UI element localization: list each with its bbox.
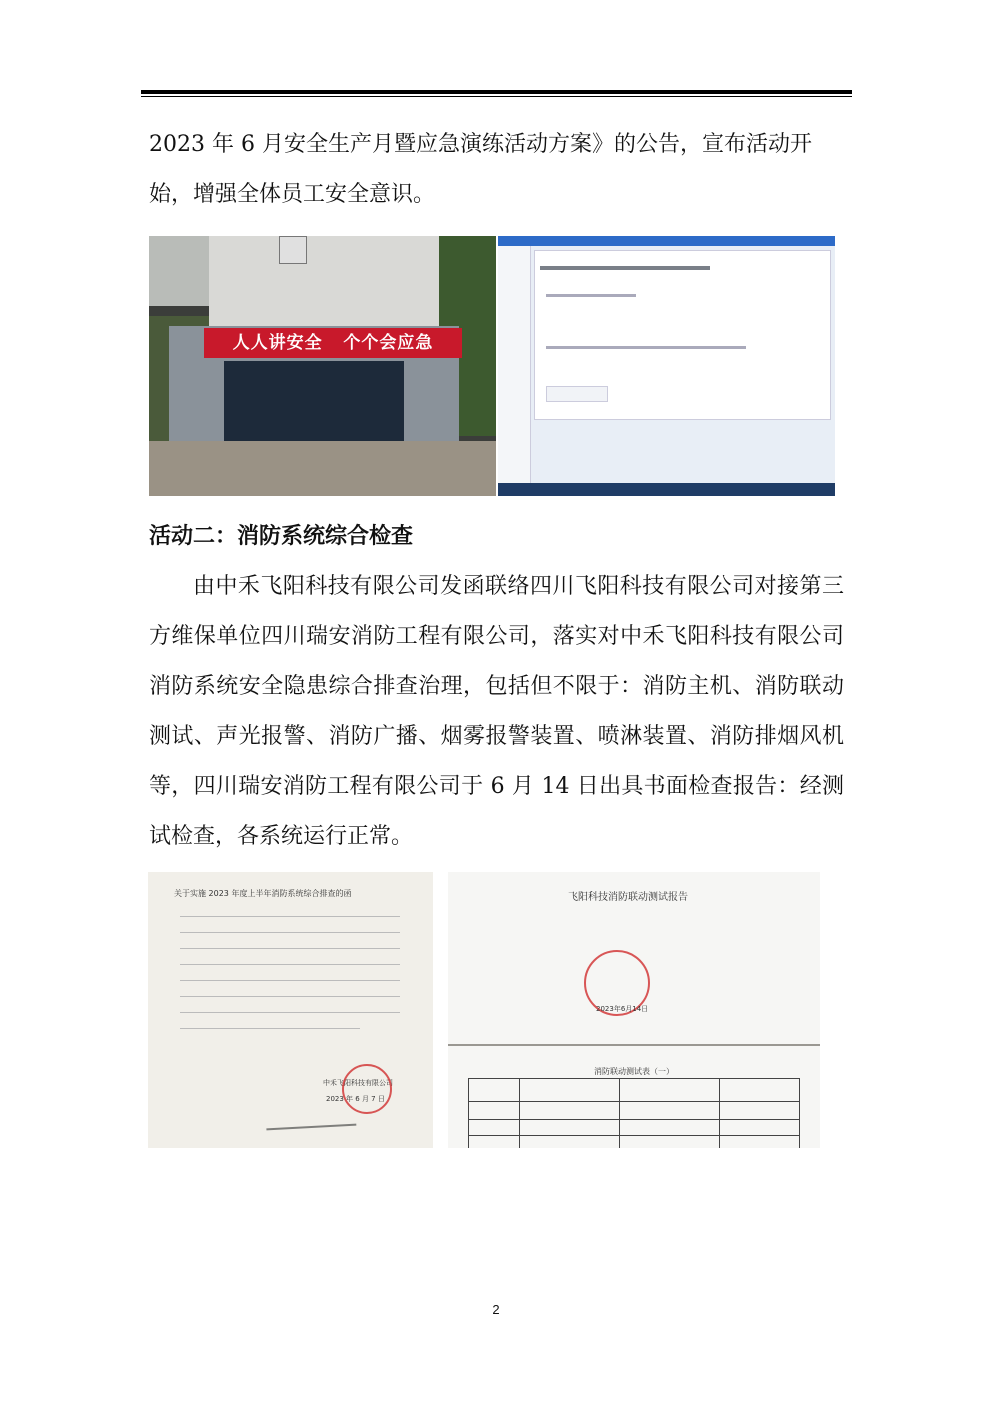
letter-sign-company: 中禾飞阳科技有限公司 <box>323 1079 393 1087</box>
report-stamp-date: 2023年6月14日 <box>596 1005 649 1013</box>
email-screenshot-photo <box>498 236 835 496</box>
safety-banner: 人人讲安全 个个会应急 <box>204 328 462 358</box>
paragraph-announcement: 2023 年 6 月安全生产月暨应急演练活动方案》的公告，宣布活动开始，增强全体员工安全意识。 <box>149 132 812 207</box>
building-entrance-photo <box>149 236 496 496</box>
fire-test-report-photo <box>448 872 820 1148</box>
report-page-break <box>448 1044 820 1046</box>
report-table <box>468 1078 800 1148</box>
report-title: 飞阳科技消防联动测试报告 <box>568 892 688 903</box>
header-rule-thin <box>141 96 852 97</box>
page-number: 2 <box>492 1302 500 1317</box>
scanned-letter-photo <box>148 872 433 1148</box>
section-heading-activity-two: 活动二：消防系统综合检查 <box>149 524 414 549</box>
letter-title: 关于实施 2023 年度上半年消防系统综合排查的函 <box>174 889 352 898</box>
company-seal-stamp <box>342 1064 392 1114</box>
letter-sign-date: 2023 年 6 月 7 日 <box>326 1095 385 1103</box>
paragraph-fire-inspection: 由中禾飞阳科技有限公司发函联络四川飞阳科技有限公司对接第三方维保单位四川瑞安消防工程有限公司，落实对中禾飞阳科技有限公司消防系统安全隐患综合排查治理，包括但不限于：消防主机、消防联动测试、声光报警、消防广播、烟雾报警装置、喷淋装置、消防排烟风机等，四川瑞安消防工程有限公司于 6 月 14 日出具书面检查报告：经测试检查，各系统运行正常。 <box>149 574 844 849</box>
report-table-title: 消防联动测试表（一） <box>594 1067 674 1076</box>
header-rule-thick <box>141 90 852 94</box>
